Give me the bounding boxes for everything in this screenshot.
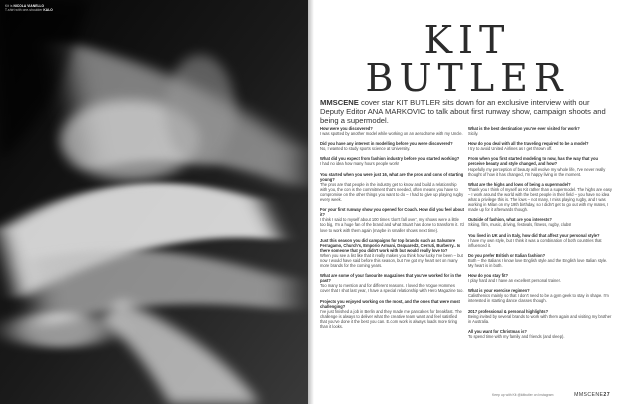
intro-text: cover star KIT BUTLER sits down for an exclusive interview with our Deputy Editor ANA MARKOVIC to talk about first runway show, campaign shoots and being a supermodel. [320,98,606,125]
qa-item [468,309,612,324]
question: What are some of your favourite magazines that you've worked for in the past? [320,273,462,284]
left-column [320,126,464,334]
qa-item [320,141,464,151]
credit-name: NICOLA VIANELLO [13,4,45,8]
answer: No, I wanted to study sports science at University. [320,146,411,152]
qa-item [468,273,612,283]
answer: To spend time with my family and friends (and sleep). [468,333,565,339]
article-intro [320,99,612,126]
qa-item [320,172,464,203]
qa-item [468,217,612,227]
footer-brand: MMSCENE [574,392,604,398]
answer: I think I said to myself about 100 times 'don't fall over', my shows were a little too big, I'm a huge fan of the brand and what Stuart has done to transform it. I'd love to work with them again (maybe in smaller shows next time). [320,217,464,233]
answer: I've just finished a job in Berlin and they made me pancakes for breakfast. The challenge is always to deliver what the creative team want and feel satisfied that you've done it the best you can. E.com work is always loads more tiring than it looks. [320,308,462,329]
qa-item [320,126,464,136]
qa-item [468,156,612,176]
credit-label: T-shirt with one-shoulder [5,8,43,13]
question: Outside of fashion, what are you interests? [468,217,552,223]
page-number: 27 [603,392,610,398]
question: You started when you were just 16, what are the pros and cons of starting young? [320,171,464,182]
photo-credit [5,4,53,12]
answer: Skiing, film, music, driving, festivals, fitness, rugby, clubs! [468,222,572,228]
article-title-line1: KIT [423,18,511,62]
qa-item [468,329,612,339]
question: Did you have any interest in modelling before you were discovered? [320,141,453,147]
question: You lived in UK and in Italy, how did that affect your personal style? [468,232,600,238]
answer: I had no idea how many hours people work! [320,161,400,167]
question: Just this season you did campaigns for top brands such as Salvatore Ferragamo, Church's, Emporio Armani, Dsquared2, Cerruti, Burberry.. Is there someone that you didn't work with but would really love to? [320,237,461,253]
qa-item [468,182,612,213]
question: What did you expect from fashion industry before you started working? [320,156,460,162]
question: How were you discovered? [320,126,373,131]
question: For your first runway show you opened for Coach. How did you feel about it? [320,207,464,218]
answer: Calisthenics mainly so that I don't need to be a gym geek to stay in shape. I'm interested in starting dance classes though. [468,293,609,304]
right-column [468,126,612,344]
question: What is the best destination you've ever visited for work? [468,126,580,131]
question: How do you deal with all the traveling required to be a model? [468,141,589,147]
intro-brand: MMSCENE [320,98,359,107]
qa-item [468,233,612,248]
qa-item [320,207,464,232]
answer: Both – the Italians I know love English style and the English love Italian style. My heart is in both. [468,257,608,268]
question: What are the highs and lows of being a supermodel? [468,181,571,187]
qa-item [468,126,612,136]
credit-name: KALO [43,8,53,13]
qa-item [468,253,612,268]
instagram-handle: Keep up with Kit @kitbutler on Instagram [492,393,554,397]
page-footer [574,392,610,398]
qa-item [320,299,464,330]
answer: Thank you I think of myself as Kit rather than a supermodel. The highs are easy – I work around the world with the best people in their field – you have no idea what a privilege this is. The lows – not many, I miss playing rugby, and I was working in Milan on my 19th birthday, so I didn't get to go out with my mates, I made up for it afterwards though. [468,186,612,213]
qa-item [320,273,464,293]
answer: I play hard and I have an excellent personal trainer. [468,278,561,284]
answer: I have my own style, but I think it was a combination of both countries that influenced it. [468,237,602,248]
question: From when you first started modeling to now, has the way that you perceive beauty and style changed, and how? [468,156,598,167]
qa-item [320,156,464,166]
credit-label: Kit is [5,4,13,8]
question: How do you stay fit? [468,273,509,279]
answer: Hopefully my perception of beauty will evolve my whole life, I've never really thought of how it has changed, I'm happy living in the moment. [468,166,606,177]
answer: I was spotted by another model while working on an aerodrome with my Uncle. [320,131,463,137]
qa-item [320,238,464,269]
answer: The pros are that people in the industry get to know and build a relationship with you, the con is the commitment that's needed, often means you have to compromise on the other things you want to do – I had to give up playing rugby every week. [320,181,464,203]
answer: Being invited by several brands to work with them again and visiting my brother in Australia. [468,313,612,324]
article-page [314,0,620,404]
answer: Too many to mention and for different reasons. I loved the Vogue Hommes cover that I shot last year, I have a special relationship with Hero Magazine too. [320,283,464,294]
answer: When you see a list like that it really makes you think how lucky I've been – but now I would have said before this season, but I've got my heart set on many more brands for the coming years. [320,252,463,269]
answer: Sicily. [468,131,479,137]
question: Do you prefer British or Italian fashion? [468,252,546,258]
question: Projects you enjoyed working on the most, and the ones that were most challenging? [320,298,460,309]
answer: I try to avoid United Airlines as I get thrown off. [468,146,553,152]
qa-item [468,141,612,151]
question: 2017 professional & personal highlights? [468,308,549,314]
qa-item [468,288,612,303]
question: What is your exercise regimen? [468,288,530,294]
article-title-line2: BUTLER [365,56,569,100]
question: All you want for Christmas is? [468,328,527,334]
